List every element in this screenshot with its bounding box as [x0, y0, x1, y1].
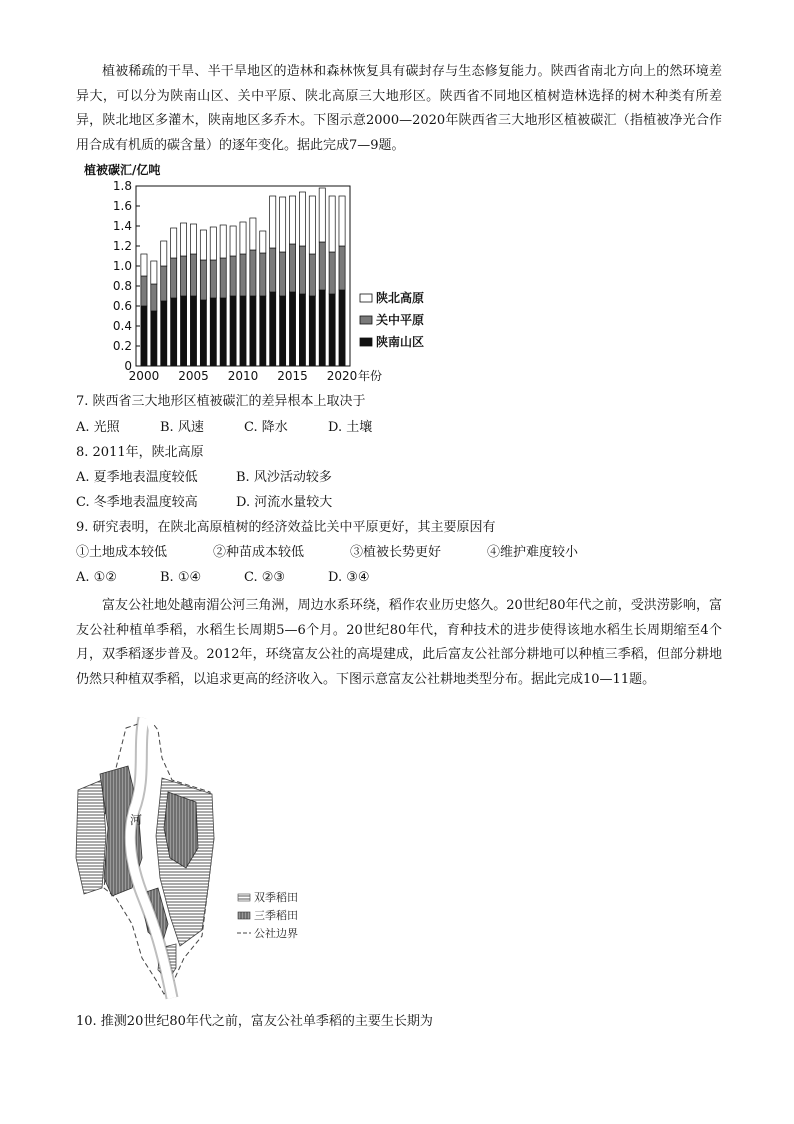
bar-central-2019: [329, 252, 335, 294]
bar-north-2017: [309, 196, 315, 254]
bar-central-2012: [260, 253, 266, 296]
bar-south-2012: [260, 296, 266, 366]
bar-south-2010: [240, 296, 246, 366]
bar-central-2000: [141, 276, 147, 306]
y-axis-label: 植被碳汇/亿吨: [84, 163, 161, 177]
x-tick-label: 2005: [178, 369, 209, 383]
q8-option-a[interactable]: A. 夏季地表温度较低: [76, 470, 198, 485]
bar-north-2008: [220, 225, 226, 258]
bar-central-2016: [299, 246, 305, 294]
bar-central-2009: [230, 256, 236, 296]
bar-south-2006: [200, 300, 206, 366]
q9-option-d[interactable]: D. ③④: [328, 570, 370, 585]
bar-central-2011: [250, 250, 256, 296]
q8-option-b[interactable]: B. 风沙活动较多: [236, 470, 332, 485]
q9-items: [76, 543, 578, 563]
bar-central-2003: [171, 258, 177, 298]
q8-option-d[interactable]: D. 河流水量较大: [236, 495, 333, 510]
bar-south-2003: [171, 298, 177, 366]
bar-central-2010: [240, 254, 246, 296]
bar-central-2002: [161, 266, 167, 301]
bar-central-2014: [280, 252, 286, 296]
q9-item-1: ①土地成本较低: [76, 545, 168, 560]
legend-boundary: 公社边界: [254, 927, 298, 940]
bar-south-2009: [230, 296, 236, 366]
q7-option-c[interactable]: C. 降水: [244, 420, 288, 435]
q9-option-a[interactable]: A. ①②: [76, 570, 117, 585]
legend-triple-rice: 三季稻田: [254, 909, 298, 922]
bar-north-2016: [299, 192, 305, 246]
intro-paragraph-1: 植被稀疏的干旱、半干旱地区的造林和森林恢复具有碳封存与生态修复能力。陕西省南北方向上的然环境差异大，可以分为陕南山区、关中平原、陕北高原三大地形区。陕西省不同地区植树造林选择的树木种类有所差异，陕北地区多灌木，陕南地区多乔木。下图示意2000—2020年陕西省三大地形区植被碳汇（指植被净光合作用合成有机质的碳含量）的逐年变化。据此完成7—9题。: [76, 64, 722, 153]
bar-north-2011: [250, 218, 256, 250]
bar-central-2006: [200, 260, 206, 300]
q9-options: [76, 568, 370, 588]
carbon-sink-chart: [84, 158, 425, 386]
bar-south-2001: [151, 311, 157, 366]
bar-north-2000: [141, 254, 147, 276]
q8-options-row1: [76, 468, 332, 488]
y-tick-label: 0.2: [112, 339, 132, 353]
bar-central-2018: [319, 242, 325, 290]
legend-swatch: [360, 294, 372, 302]
q9-option-b[interactable]: B. ①④: [160, 570, 202, 585]
q9-stem: 9. 研究表明，在陕北高原植树的经济效益比关中平原更好，其主要原因有: [76, 520, 496, 535]
q8-stem: 8. 2011年，陕北高原: [76, 445, 204, 460]
y-tick-label: 0: [124, 359, 132, 373]
y-tick-label: 1.2: [112, 239, 132, 253]
y-tick-label: 1.4: [112, 219, 132, 233]
bar-north-2014: [280, 197, 286, 252]
q7-option-d[interactable]: D. 土壤: [328, 420, 373, 435]
river-label: 河: [130, 813, 143, 827]
bar-south-2019: [329, 294, 335, 366]
bar-north-2010: [240, 222, 246, 254]
bar-north-2004: [181, 223, 187, 256]
intro-paragraph-2: 富友公社地处越南湄公河三角洲，周边水系环绕，稻作农业历史悠久。20世纪80年代之前，受洪涝影响，富友公社种植单季稻，水稻生长周期5—6个月。20世纪80年代，育种技术的进步使得该地水稻生长周期缩至4个月，双季稻逐步普及。2012年，环绕富友公社的高堤建成，此后富友公社部分耕地可以种植三季稻，但部分耕地仍然只种植双季稻，以追求更高的经济收入。下图示意富友公社耕地类型分布。据此完成10—11题。: [76, 598, 722, 687]
map-svg: [72, 718, 372, 998]
q9-item-3: ③植被长势更好: [350, 545, 442, 560]
bar-north-2005: [190, 224, 196, 254]
x-tick-label: 2010: [227, 369, 259, 383]
q7-options: [76, 418, 372, 438]
bar-central-2015: [289, 244, 295, 292]
commune-farmland-map: [72, 718, 372, 998]
legend-swatch: [360, 316, 372, 324]
x-tick-label: 2020: [326, 369, 358, 383]
q7-option-b[interactable]: B. 风速: [160, 420, 204, 435]
bar-north-2015: [289, 196, 295, 244]
bar-south-2008: [220, 298, 226, 366]
q10-stem: 10. 推测20世纪80年代之前，富友公社单季稻的主要生长期为: [76, 1014, 433, 1029]
bar-north-2018: [319, 188, 325, 242]
legend-swatch: [360, 338, 372, 346]
q8-option-c[interactable]: C. 冬季地表温度较高: [76, 495, 198, 510]
bar-south-2004: [181, 296, 187, 366]
bar-north-2013: [270, 196, 276, 248]
bar-south-2014: [280, 296, 286, 366]
bar-south-2018: [319, 290, 325, 366]
bar-central-2004: [181, 256, 187, 296]
legend-double-rice: 双季稻田: [254, 891, 298, 904]
y-tick-label: 0.8: [112, 279, 132, 293]
bar-south-2020: [339, 290, 345, 366]
legend-label: 关中平原: [376, 313, 425, 327]
bar-north-2002: [161, 241, 167, 266]
q7-stem: 7. 陕西省三大地形区植被碳汇的差异根本上取决于: [76, 394, 366, 409]
chart-svg: [84, 158, 425, 386]
bar-central-2001: [151, 284, 157, 311]
x-tick-label: 2000: [128, 369, 160, 383]
double-rice-area-west: [76, 780, 106, 894]
bar-north-2019: [329, 196, 335, 252]
y-tick-label: 1.6: [112, 199, 132, 213]
bar-south-2000: [141, 306, 147, 366]
bar-north-2020: [339, 196, 345, 246]
bar-north-2012: [260, 231, 266, 253]
bar-south-2016: [299, 294, 305, 366]
bar-north-2001: [151, 261, 157, 284]
bar-north-2007: [210, 227, 216, 260]
x-axis-label: 年份: [358, 369, 383, 383]
legend-label: 陕南山区: [376, 335, 425, 349]
bar-central-2007: [210, 260, 216, 298]
q9-option-c[interactable]: C. ②③: [244, 570, 286, 585]
bar-central-2008: [220, 258, 226, 298]
bar-south-2005: [190, 296, 196, 366]
y-tick-label: 1.8: [112, 179, 132, 193]
map-legend: [237, 890, 298, 940]
legend-label: 陕北高原: [376, 291, 425, 305]
y-tick-label: 0.6: [112, 299, 132, 313]
bar-north-2003: [171, 228, 177, 258]
bar-central-2017: [309, 254, 315, 296]
bar-central-2020: [339, 246, 345, 290]
bar-south-2013: [270, 292, 276, 366]
bar-south-2002: [161, 301, 167, 366]
bar-north-2006: [200, 230, 206, 260]
q9-item-2: ②种苗成本较低: [213, 545, 305, 560]
q7-option-a[interactable]: A. 光照: [76, 420, 120, 435]
y-tick-label: 0.4: [112, 319, 132, 333]
y-tick-label: 1.0: [112, 259, 132, 273]
bar-central-2005: [190, 254, 196, 296]
q9-item-4: ④维护难度较小: [487, 545, 579, 560]
x-tick-label: 2015: [277, 369, 308, 383]
bar-central-2013: [270, 248, 276, 292]
bar-south-2015: [289, 292, 295, 366]
bar-south-2007: [210, 298, 216, 366]
bar-south-2011: [250, 296, 256, 366]
bar-south-2017: [309, 296, 315, 366]
bar-north-2009: [230, 226, 236, 256]
q8-options-row2: [76, 493, 332, 513]
